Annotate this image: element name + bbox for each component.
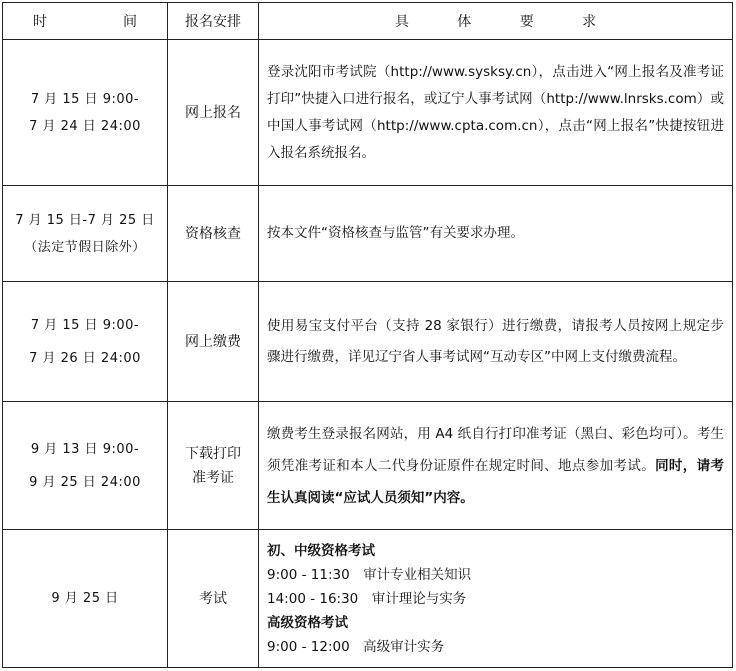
row-arrangement: 考试 bbox=[168, 530, 259, 668]
notice-bold-text: 同时，请考生认真阅读“应试人员须知”内容。 bbox=[267, 457, 724, 506]
header-requirements: 具 体 要 求 bbox=[259, 3, 733, 40]
row-requirements: 登录沈阳市考试院（http://www.sysksy.cn），点击进入“网上报名及准考证打印”快捷入口进行报名，或辽宁人事考试网（http://www.lnrsks.com）或中国人事考试网（http://www.cpta.com.cn），点击“网上报名”快捷按钮进入报名系统报名。 bbox=[259, 40, 733, 186]
table-row bbox=[3, 282, 733, 402]
header-row bbox=[3, 3, 733, 40]
exam-schedule bbox=[259, 530, 733, 668]
row-time: 9 月 13 日 9:00- 9 月 25 日 24:00 bbox=[3, 402, 168, 530]
exam-session: 9:00 - 11:30 审计专业相关知识 bbox=[267, 566, 472, 583]
row-requirements: 缴费考生登录报名网站，用 A4 纸自行打印准考证（黑白、彩色均可）。考生须凭准考证和本人二代身份证原件在规定时间、地点参加考试。同时，请考生认真阅读“应试人员须知”内容。 bbox=[259, 402, 733, 530]
row-arrangement: 资格核查 bbox=[168, 186, 259, 282]
header-arrangement: 报名安排 bbox=[168, 3, 259, 40]
header-time: 时 间 bbox=[3, 3, 168, 40]
mid-exam-heading: 初、中级资格考试 bbox=[267, 542, 375, 559]
row-time: 7 月 15 日-7 月 25 日 （法定节假日除外） bbox=[3, 186, 168, 282]
row-time: 7 月 15 日 9:00- 7 月 26 日 24:00 bbox=[3, 282, 168, 402]
table-row bbox=[3, 402, 733, 530]
row-arrangement: 网上报名 bbox=[168, 40, 259, 186]
table-row bbox=[3, 530, 733, 668]
senior-exam-heading: 高级资格考试 bbox=[267, 614, 348, 631]
row-requirements: 按本文件“资格核查与监管”有关要求办理。 bbox=[259, 186, 733, 282]
table-row bbox=[3, 40, 733, 186]
schedule-table bbox=[2, 2, 733, 668]
exam-session: 9:00 - 12:00 高级审计实务 bbox=[267, 638, 445, 655]
row-requirements: 使用易宝支付平台（支持 28 家银行）进行缴费，请报考人员按网上规定步骤进行缴费，详见辽宁省人事考试网“互动专区”中网上支付缴费流程。 bbox=[259, 282, 733, 402]
row-arrangement: 下载打印 准考证 bbox=[168, 402, 259, 530]
row-time: 9 月 25 日 bbox=[3, 530, 168, 668]
row-arrangement: 网上缴费 bbox=[168, 282, 259, 402]
exam-session: 14:00 - 16:30 审计理论与实务 bbox=[267, 590, 467, 607]
table-row bbox=[3, 186, 733, 282]
row-time: 7 月 15 日 9:00- 7 月 24 日 24:00 bbox=[3, 40, 168, 186]
